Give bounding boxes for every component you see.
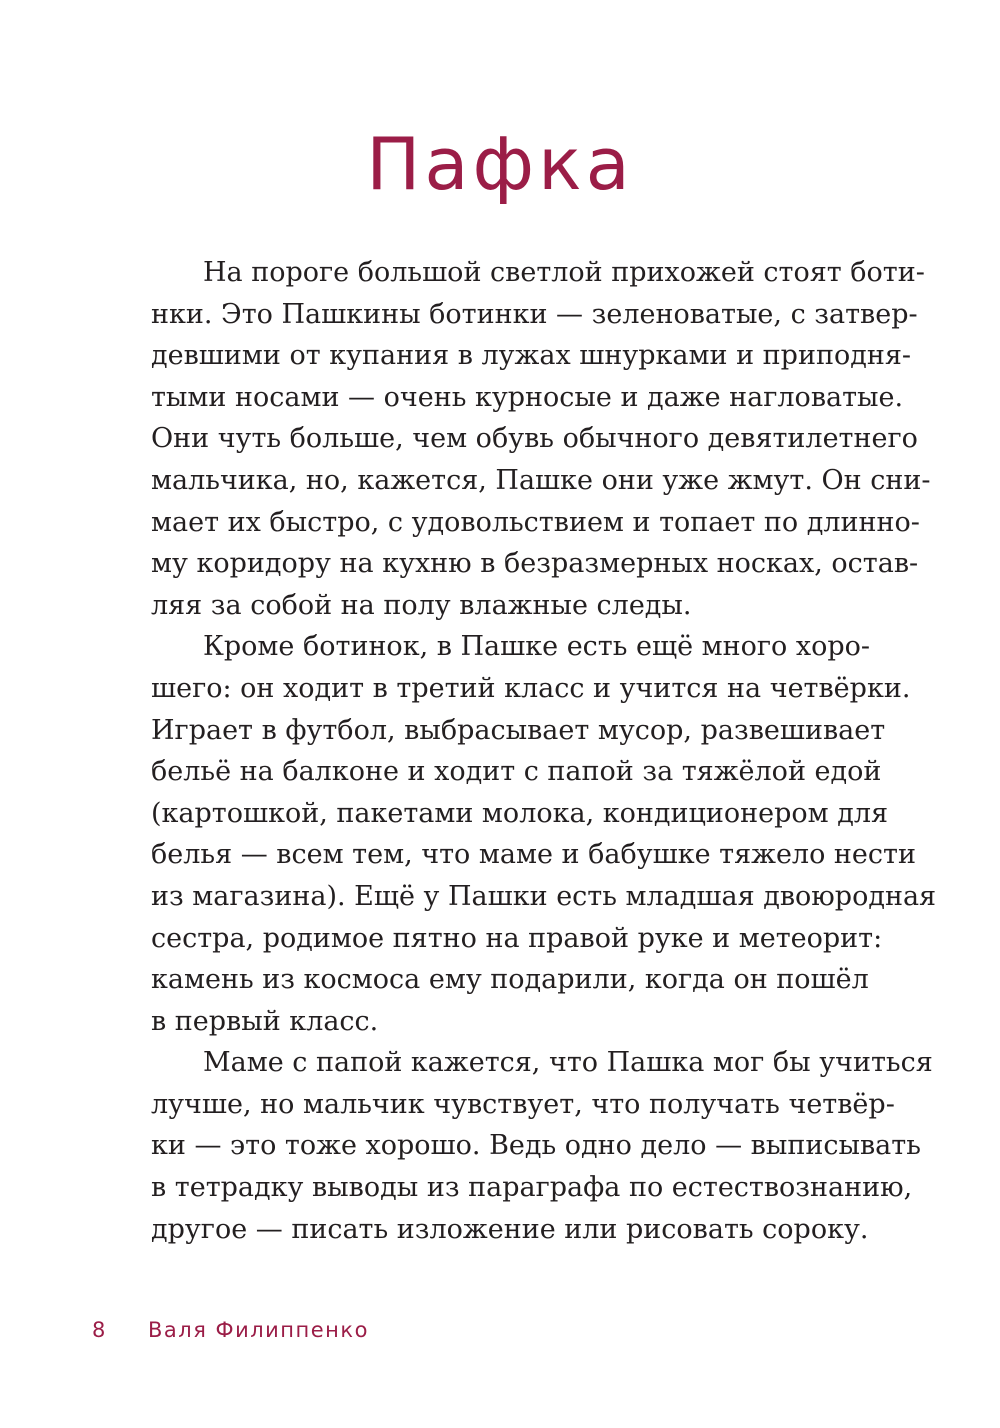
- chapter-body: [151, 252, 937, 1250]
- paragraph-1-line: нки. Это Пашкины ботинки — зеленоватые, с затвер-: [151, 298, 918, 330]
- paragraph-3-line: лучше, но мальчик чувствует, что получать четвёр-: [151, 1088, 895, 1120]
- paragraph-1-line: мальчика, но, кажется, Пашке они уже жмут. Он сни-: [151, 464, 931, 496]
- paragraph-2-line: Кроме ботинок, в Пашке есть ещё много хоро-: [203, 631, 871, 663]
- chapter-title: Пафка: [366, 122, 634, 206]
- paragraph-2-line: шего: он ходит в третий класс и учится на четвёрки.: [151, 672, 911, 704]
- page-number: 8: [92, 1318, 107, 1342]
- paragraph-1-line: Они чуть больше, чем обувь обычного девятилетнего: [151, 423, 918, 455]
- paragraph-3-line: Маме с папой кажется, что Пашка мог бы учиться: [203, 1047, 933, 1079]
- paragraph-3-line: другое — писать изложение или рисовать сороку.: [151, 1213, 869, 1245]
- paragraph-2-line: Играет в футбол, выбрасывает мусор, развешивает: [151, 714, 886, 746]
- page-footer: [92, 1318, 369, 1342]
- paragraph-2-line: бельё на балконе и ходит с папой за тяжёлой едой: [151, 756, 882, 788]
- paragraph-2-line: из магазина). Ещё у Пашки есть младшая двоюродная: [151, 880, 937, 912]
- paragraph-2-line: в первый класс.: [151, 1005, 379, 1037]
- paragraph-1-line: му коридору на кухню в безразмерных носках, остав-: [151, 548, 919, 580]
- paragraph-2-line: камень из космоса ему подарили, когда он пошёл: [151, 964, 869, 996]
- paragraph-1-line: ляя за собой на полу влажные следы.: [151, 589, 692, 621]
- paragraph-2-line: (картошкой, пакетами молока, кондиционером для: [151, 797, 889, 829]
- paragraph-2-line: белья — всем тем, что маме и бабушке тяжело нести: [151, 839, 916, 871]
- paragraph-3-line: в тетрадку выводы из параграфа по естествознанию,: [151, 1172, 913, 1204]
- paragraph-3-line: ки — это тоже хорошо. Ведь одно дело — выписывать: [151, 1130, 921, 1162]
- author-name: Валя Филиппенко: [148, 1318, 369, 1342]
- paragraph-1-line: На пороге большой светлой прихожей стоят боти-: [203, 257, 925, 288]
- paragraph-1-line: мает их быстро, с удовольствием и топает по длинно-: [151, 506, 920, 538]
- paragraph-1-line: девшими от купания в лужах шнурками и приподня-: [151, 340, 911, 372]
- paragraph-1-line: тыми носами — очень курносые и даже нагловатые.: [151, 381, 904, 413]
- paragraph-2-line: сестра, родимое пятно на правой руке и метеорит:: [151, 922, 883, 954]
